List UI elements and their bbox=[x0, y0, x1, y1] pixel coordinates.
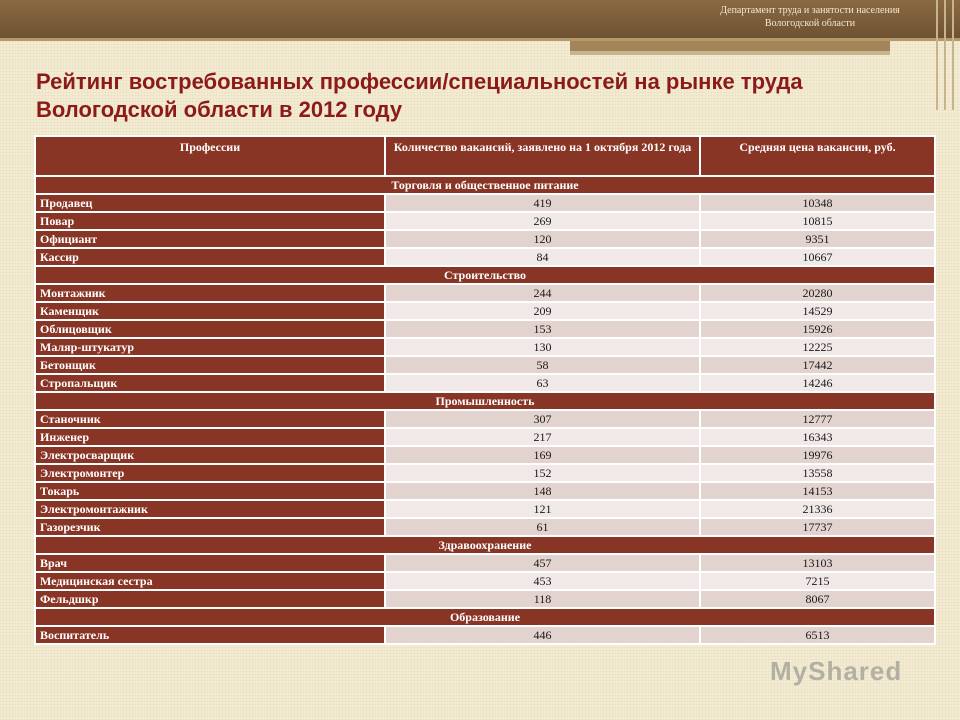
table-row bbox=[35, 320, 935, 338]
profession-cell: Станочник bbox=[35, 410, 385, 428]
profession-cell: Электросварщик bbox=[35, 446, 385, 464]
price-cell: 20280 bbox=[700, 284, 935, 302]
vacancies-cell: 244 bbox=[385, 284, 700, 302]
vacancies-cell: 209 bbox=[385, 302, 700, 320]
price-cell: 14529 bbox=[700, 302, 935, 320]
profession-cell: Врач bbox=[35, 554, 385, 572]
vacancies-cell: 453 bbox=[385, 572, 700, 590]
section-row bbox=[35, 176, 935, 194]
price-cell: 8067 bbox=[700, 590, 935, 608]
price-cell: 13103 bbox=[700, 554, 935, 572]
column-header-profession: Профессии bbox=[35, 136, 385, 176]
profession-cell: Инженер bbox=[35, 428, 385, 446]
vacancies-cell: 61 bbox=[385, 518, 700, 536]
table-row bbox=[35, 500, 935, 518]
table-row bbox=[35, 212, 935, 230]
decorative-line bbox=[944, 0, 946, 110]
vacancies-cell: 120 bbox=[385, 230, 700, 248]
decorative-line bbox=[952, 0, 954, 110]
vacancies-cell: 152 bbox=[385, 464, 700, 482]
table-row bbox=[35, 446, 935, 464]
professions-table bbox=[34, 135, 936, 645]
vacancies-cell: 130 bbox=[385, 338, 700, 356]
vacancies-cell: 169 bbox=[385, 446, 700, 464]
vacancies-cell: 148 bbox=[385, 482, 700, 500]
vacancies-cell: 419 bbox=[385, 194, 700, 212]
organization-name-line2: Вологодской области bbox=[764, 18, 856, 29]
profession-cell: Газорезчик bbox=[35, 518, 385, 536]
section-label: Образование bbox=[35, 608, 935, 626]
price-cell: 13558 bbox=[700, 464, 935, 482]
table-header bbox=[35, 136, 935, 176]
column-header-price: Средняя цена вакансии, руб. bbox=[700, 136, 935, 176]
table-row bbox=[35, 338, 935, 356]
profession-cell: Бетонщик bbox=[35, 356, 385, 374]
price-cell: 9351 bbox=[700, 230, 935, 248]
price-cell: 14153 bbox=[700, 482, 935, 500]
price-cell: 10667 bbox=[700, 248, 935, 266]
section-label: Торговля и общественное питание bbox=[35, 176, 935, 194]
column-header-vacancies: Количество вакансий, заявлено на 1 октября 2012 года bbox=[385, 136, 700, 176]
profession-cell: Электромонтажник bbox=[35, 500, 385, 518]
section-label: Промышленность bbox=[35, 392, 935, 410]
profession-cell: Маляр-штукатур bbox=[35, 338, 385, 356]
section-label: Строительство bbox=[35, 266, 935, 284]
vacancies-cell: 58 bbox=[385, 356, 700, 374]
price-cell: 6513 bbox=[700, 626, 935, 644]
profession-cell: Официант bbox=[35, 230, 385, 248]
table-row bbox=[35, 554, 935, 572]
vacancies-cell: 118 bbox=[385, 590, 700, 608]
vacancies-cell: 121 bbox=[385, 500, 700, 518]
table-row bbox=[35, 374, 935, 392]
price-cell: 17737 bbox=[700, 518, 935, 536]
header-row bbox=[35, 136, 935, 176]
vacancies-cell: 84 bbox=[385, 248, 700, 266]
organization-header bbox=[690, 4, 930, 30]
profession-cell: Фельдшкр bbox=[35, 590, 385, 608]
banner-stripe-light bbox=[570, 51, 890, 55]
profession-cell: Воспитатель bbox=[35, 626, 385, 644]
banner-stripe-accent bbox=[570, 41, 890, 51]
organization-name-line1: Департамент труда и занятости населения bbox=[720, 5, 900, 16]
profession-cell: Медицинская сестра bbox=[35, 572, 385, 590]
price-cell: 14246 bbox=[700, 374, 935, 392]
section-row bbox=[35, 536, 935, 554]
profession-cell: Каменщик bbox=[35, 302, 385, 320]
section-row bbox=[35, 266, 935, 284]
table-row bbox=[35, 518, 935, 536]
table-row bbox=[35, 248, 935, 266]
table-row bbox=[35, 590, 935, 608]
table-row bbox=[35, 482, 935, 500]
table-row bbox=[35, 356, 935, 374]
vacancies-cell: 153 bbox=[385, 320, 700, 338]
decorative-line bbox=[936, 0, 938, 110]
table-row bbox=[35, 428, 935, 446]
vacancies-cell: 269 bbox=[385, 212, 700, 230]
slide-title: Рейтинг востребованных профессии/специальностей на рынке труда Вологодской области в 2012 году bbox=[36, 69, 803, 122]
table-row bbox=[35, 464, 935, 482]
price-cell: 10348 bbox=[700, 194, 935, 212]
vacancies-cell: 217 bbox=[385, 428, 700, 446]
profession-cell: Электромонтер bbox=[35, 464, 385, 482]
table-row bbox=[35, 284, 935, 302]
price-cell: 7215 bbox=[700, 572, 935, 590]
price-cell: 15926 bbox=[700, 320, 935, 338]
vacancies-cell: 307 bbox=[385, 410, 700, 428]
price-cell: 16343 bbox=[700, 428, 935, 446]
price-cell: 21336 bbox=[700, 500, 935, 518]
price-cell: 12777 bbox=[700, 410, 935, 428]
section-row bbox=[35, 608, 935, 626]
profession-cell: Токарь bbox=[35, 482, 385, 500]
vacancies-cell: 457 bbox=[385, 554, 700, 572]
price-cell: 17442 bbox=[700, 356, 935, 374]
table-row bbox=[35, 230, 935, 248]
price-cell: 10815 bbox=[700, 212, 935, 230]
profession-cell: Облицовщик bbox=[35, 320, 385, 338]
vacancies-cell: 446 bbox=[385, 626, 700, 644]
profession-cell: Стропальщик bbox=[35, 374, 385, 392]
profession-cell: Монтажник bbox=[35, 284, 385, 302]
price-cell: 12225 bbox=[700, 338, 935, 356]
table-row bbox=[35, 572, 935, 590]
watermark-logo: MyShared bbox=[770, 656, 903, 686]
price-cell: 19976 bbox=[700, 446, 935, 464]
section-label: Здравоохранение bbox=[35, 536, 935, 554]
vacancies-cell: 63 bbox=[385, 374, 700, 392]
table-row bbox=[35, 194, 935, 212]
profession-cell: Продавец bbox=[35, 194, 385, 212]
table-row bbox=[35, 302, 935, 320]
table-row bbox=[35, 410, 935, 428]
profession-cell: Кассир bbox=[35, 248, 385, 266]
table-row bbox=[35, 626, 935, 644]
table-body bbox=[35, 176, 935, 644]
profession-cell: Повар bbox=[35, 212, 385, 230]
section-row bbox=[35, 392, 935, 410]
